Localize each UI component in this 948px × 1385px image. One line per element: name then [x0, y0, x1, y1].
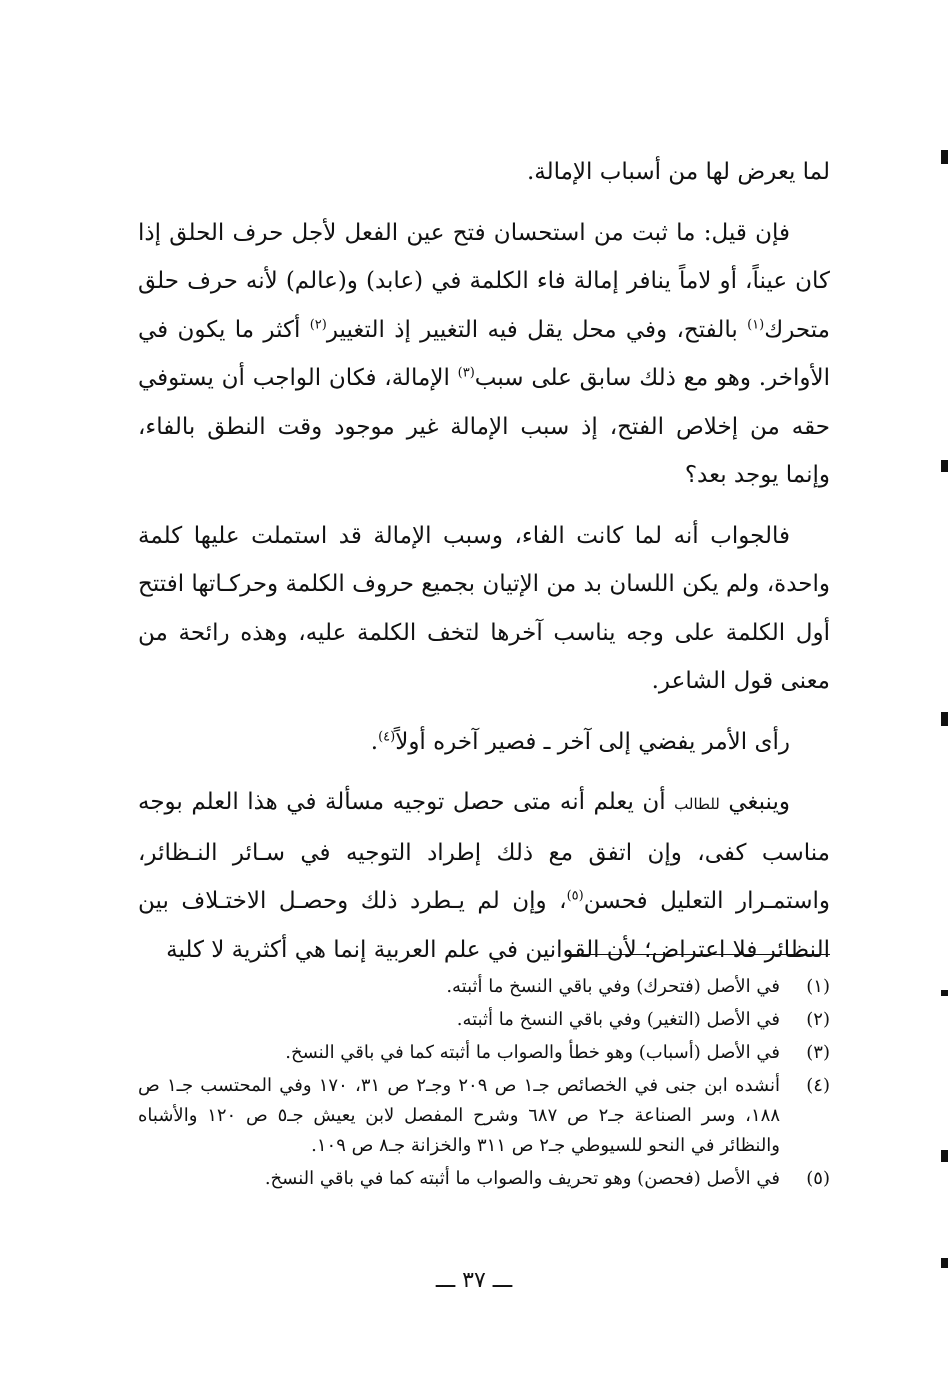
footnote-3: [138, 1038, 830, 1068]
scan-edge-mark: [941, 460, 948, 472]
question-text-part-2: بالفتح، وفي محل يقل فيه التغيير إذ التغيير: [326, 316, 748, 343]
scan-edge-mark: [941, 1150, 948, 1162]
footnote-text: في الأصل (فتحرك) وفي باقي النسخ ما أثبته.: [446, 976, 780, 997]
student-text-part-3: ، وإن لم يـطرد ذلك وحصـل الاختـلاف بين النظائر فلا اعتراض؛ لأن القوانين في علم العربية إنما هي أكثرية لا كلية: [138, 888, 830, 963]
verse-line: [138, 718, 830, 767]
scan-edge-mark: [941, 712, 948, 726]
verse-end: .: [370, 728, 379, 755]
footnote-ref-1[interactable]: (١): [747, 316, 765, 332]
footnote-ref-4[interactable]: (٤): [378, 728, 396, 744]
student-text-part-2: أن يعلم أنه متى حصل توجيه مسألة في هذا العلم بوجه مناسب كفى، وإن اتفق مع ذلك إطراد التوجيه في سـائر النـظائر، واستمـرار التعليل فحسن: [138, 789, 830, 914]
paragraph-continuation: [138, 148, 830, 197]
footnote-text: في الأصل (فحصن) وهو تحريف والصواب ما أثبته كما في باقي النسخ.: [264, 1168, 780, 1189]
footnote-text: في الأصل (أسباب) وهو خطأ والصواب ما أثبته كما في باقي النسخ.: [285, 1042, 780, 1063]
footnote-number: (٥): [806, 1168, 830, 1189]
footnote-number: (٤): [806, 1075, 830, 1096]
footnote-1: [138, 972, 830, 1002]
paragraph-answer: [138, 512, 830, 706]
verse-text: رأى الأمر يفضي إلى آخر ـ فصير آخره أولاً: [395, 728, 790, 755]
footnote-ref-3[interactable]: (٣): [457, 365, 475, 381]
paragraph-question: [138, 209, 830, 500]
scan-edge-mark: [941, 990, 948, 996]
footnotes: [138, 972, 830, 1197]
student-word-small: للطالب: [674, 795, 720, 813]
question-text-part-3: أكثر ما يكون في الأواخر. وهو مع ذلك سابق على سبب: [138, 316, 830, 391]
footnote-number: (٢): [806, 1009, 830, 1030]
student-text-part-1: وينبغي: [719, 789, 791, 815]
scan-edge-mark: [941, 1258, 948, 1268]
continuation-line: لما يعرض لها من أسباب الإمالة.: [526, 159, 830, 185]
answer-text: فالجواب أنه لما كانت الفاء، وسبب الإمالة قد استملت عليها كلمة واحدة، ولم يكن اللسان بد من الإتيان بجميع حروف الكلمة وحركـاتها افتتح أول الكلمة على وجه يناسب آخرها لتخف الكلمة عليه، وهذه رائحة من معنى قول الشاعر.: [138, 522, 830, 694]
main-text: [138, 148, 830, 974]
footnote-separator: [568, 954, 830, 955]
footnote-text: في الأصل (التغير) وفي باقي النسخ ما أثبته.: [456, 1009, 780, 1030]
footnote-4: [138, 1071, 830, 1161]
scan-edge-mark: [941, 150, 948, 164]
footnote-ref-5[interactable]: (٥): [566, 888, 584, 904]
footnote-5: [138, 1164, 830, 1194]
page-number: ـــ ٣٧ ـــ: [435, 1268, 513, 1293]
footnote-number: (٣): [806, 1042, 830, 1063]
question-text-part-1: فإن قيل: ما ثبت من استحسان فتح عين الفعل لأجل حرف الحلق إذا كان عيناً، أو لاماً ينافر إمالة فاء الكلمة في (عابد) و(عالم) لأنه حرف حلق متحرك: [138, 219, 830, 343]
question-text-part-4: الإمالة، فكان الواجب أن يستوفي حقه من إخلاص الفتح، إذ سبب الإمالة غير موجود وقت النطق بالفاء، وإنما يوجد بعد؟: [138, 365, 830, 488]
footnote-number: (١): [806, 976, 830, 997]
footnote-text: أنشده ابن جنى في الخصائص جـ١ ص ٢٠٩ وجـ٢ ص ٣١، ١٧٠ وفي المحتسب جـ١ ص ١٨٨، وسر الصناعة جـ٢ ص ٦٨٧ وشرح المفصل لابن يعيش جـ٥ ص ١٢٠ والأشباه والنظائر في النحو للسيوطي جـ٢ ص ٣١١ والخزانة جـ٨ ص ١٠٩.: [138, 1075, 780, 1156]
paragraph-student: [138, 778, 830, 974]
footnote-2: [138, 1005, 830, 1035]
footnote-ref-2[interactable]: (٢): [309, 316, 327, 332]
